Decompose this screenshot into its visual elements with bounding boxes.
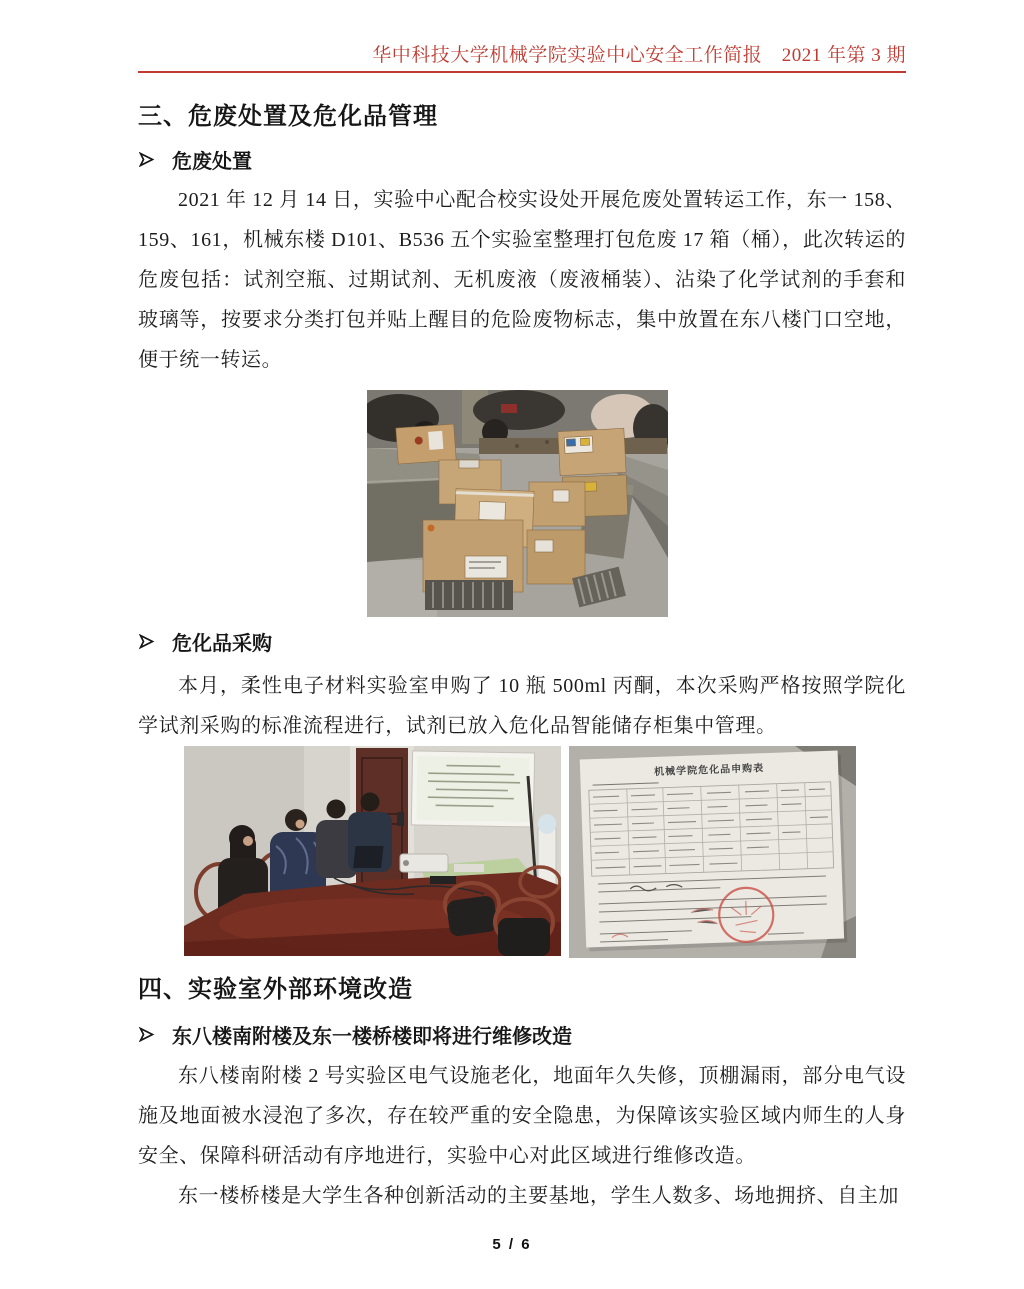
bullet-item-waste-disposal [139, 145, 252, 174]
photo-purchase-form [569, 746, 856, 958]
bullet-item-chemical-purchase [139, 627, 272, 656]
page-number: 5 / 6 [492, 1236, 532, 1253]
arrow-bullet-icon [139, 634, 155, 649]
bullet-label: 危化品采购 [172, 633, 272, 655]
paragraph-text: 本月，柔性电子材料实验室申购了 10 瓶 500ml 丙酮，本次采购严格按照学院化学试剂采购的标准流程进行，试剂已放入危化品智能储存柜集中管理。 [138, 675, 906, 737]
bullet-label: 东八楼南附楼及东一楼桥楼即将进行维修改造 [172, 1026, 572, 1048]
page-header-title: 华中科技大学机械学院实验中心安全工作简报 2021 年第 3 期 [372, 45, 906, 66]
paragraph-text: 东八楼南附楼 2 号实验区电气设施老化，地面年久失修，顶棚漏雨，部分电气设施及地面被水浸泡了多次，存在较严重的安全隐患，为保障该实验区域内师生的人身安全、保障科研活动有序地进行，实验中心对此区域进行维修改造。 [138, 1065, 906, 1167]
photo-meeting-room [184, 746, 561, 956]
paragraph-text: 东一楼桥楼是大学生各种创新活动的主要基地，学生人数多、场地拥挤、自主加 [178, 1185, 899, 1207]
section-heading-environment-renovation: 四、实验室外部环境改造 [138, 977, 413, 1003]
arrow-bullet-icon [139, 1027, 155, 1042]
bullet-item-renovation [139, 1020, 572, 1049]
section-heading-hazardous-waste: 三、危废处置及危化品管理 [138, 104, 438, 130]
paragraph-waste-disposal [138, 180, 906, 380]
paragraph-text: 2021 年 12 月 14 日，实验中心配合校实设处开展危废处置转运工作，东一 158、159、161，机械东楼 D101、B536 五个实验室整理打包危废 17 箱（桶），此次转运的危废包括：试剂空瓶、过期试剂、无机废液（废液桶装）、沾染了化学试剂的手套和玻璃等，按要求分类打包并贴上醒目的危险废物标志，集中放置在东八楼门口空地，便于统一转运。 [138, 189, 906, 371]
header-rule [138, 71, 906, 73]
bullet-label: 危废处置 [172, 151, 252, 173]
arrow-bullet-icon [139, 152, 155, 167]
form-title: 机械学院危化品申购表 [654, 763, 765, 778]
paragraph-chemical-purchase [138, 666, 906, 746]
photo-hazardous-waste-boxes [367, 390, 668, 617]
paragraph-renovation [138, 1056, 906, 1216]
